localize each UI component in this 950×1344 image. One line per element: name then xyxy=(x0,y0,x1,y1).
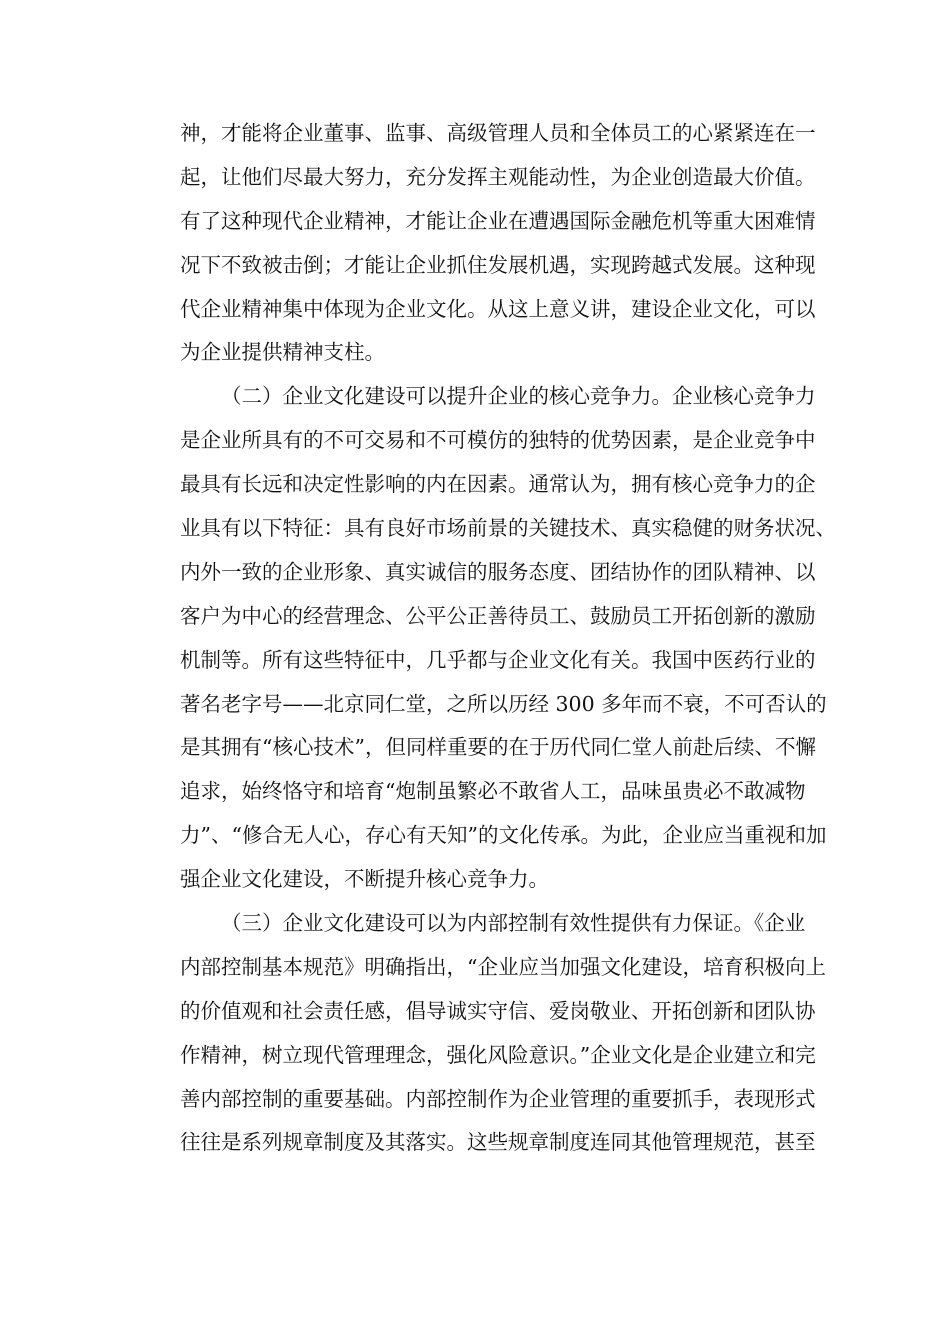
text-line: 况下不致被击倒；才能让企业抓住发展机遇，实现跨越式发展。这种现 xyxy=(180,252,816,277)
text-line: 追求，始终恪守和培育“炮制虽繁必不敢省人工，品味虽贵必不敢减物 xyxy=(180,779,806,804)
text-line: 往往是系列规章制度及其落实。这些规章制度连同其他管理规范，甚至 xyxy=(180,1130,816,1155)
paragraph-2 xyxy=(180,375,836,902)
text-line: 有了这种现代企业精神，才能让企业在遭遇国际金融危机等重大困难情 xyxy=(180,208,816,233)
text-line: 神，才能将企业董事、监事、高级管理人员和全体员工的心紧紧连在一 xyxy=(180,121,816,145)
text-line: 为企业提供精神支柱。 xyxy=(180,340,385,365)
text-line: 内部控制基本规范》明确指出，“企业应当加强文化建设，培育积极向上 xyxy=(180,954,826,979)
text-line: 内外一致的企业形象、真实诚信的服务态度、团结协作的团队精神、以 xyxy=(180,559,816,584)
text-line: 是其拥有“核心技术”，但同样重要的在于历代同仁堂人前赴后续、不懈 xyxy=(180,735,816,760)
paragraph-1 xyxy=(180,112,816,375)
text-line: （三）企业文化建设可以为内部控制有效性提供有力保证。《企业 xyxy=(221,911,806,936)
text-line: 作精神，树立现代管理理念，强化风险意识。”企业文化是企业建立和完 xyxy=(180,1042,816,1067)
text-line: 业具有以下特征：具有良好市场前景的关键技术、真实稳健的财务状况、 xyxy=(180,516,836,541)
text-line: 最具有长远和决定性影响的内在因素。通常认为，拥有核心竞争力的企 xyxy=(180,472,816,497)
text-line: 著名老字号——北京同仁堂，之所以历经 300 多年而不衰，不可否认的 xyxy=(180,691,827,716)
text-line: （二）企业文化建设可以提升企业的核心竞争力。企业核心竞争力 xyxy=(221,384,816,409)
text-line: 机制等。所有这些特征中，几乎都与企业文化有关。我国中医药行业的 xyxy=(180,647,816,672)
text-line: 是企业所具有的不可交易和不可模仿的独特的优势因素，是企业竞争中 xyxy=(180,428,816,453)
text-line: 客户为中心的经营理念、公平公正善待员工、鼓励员工开拓创新的激励 xyxy=(180,603,816,628)
text-line: 代企业精神集中体现为企业文化。从这上意义讲，建设企业文化，可以 xyxy=(180,296,816,321)
document-body xyxy=(180,112,836,1165)
text-line: 力”、“修合无人心，存心有天知”的文化传承。为此，企业应当重视和加 xyxy=(180,823,827,848)
paragraph-3 xyxy=(180,902,826,1165)
text-line: 强企业文化建设，不断提升核心竞争力。 xyxy=(180,867,549,892)
text-line: 起，让他们尽最大努力，充分发挥主观能动性，为企业创造最大价值。 xyxy=(180,164,816,189)
text-line: 的价值观和社会责任感，倡导诚实守信、爱岗敬业、开拓创新和团队协 xyxy=(180,998,816,1023)
text-line: 善内部控制的重要基础。内部控制作为企业管理的重要抓手，表现形式 xyxy=(180,1086,816,1111)
